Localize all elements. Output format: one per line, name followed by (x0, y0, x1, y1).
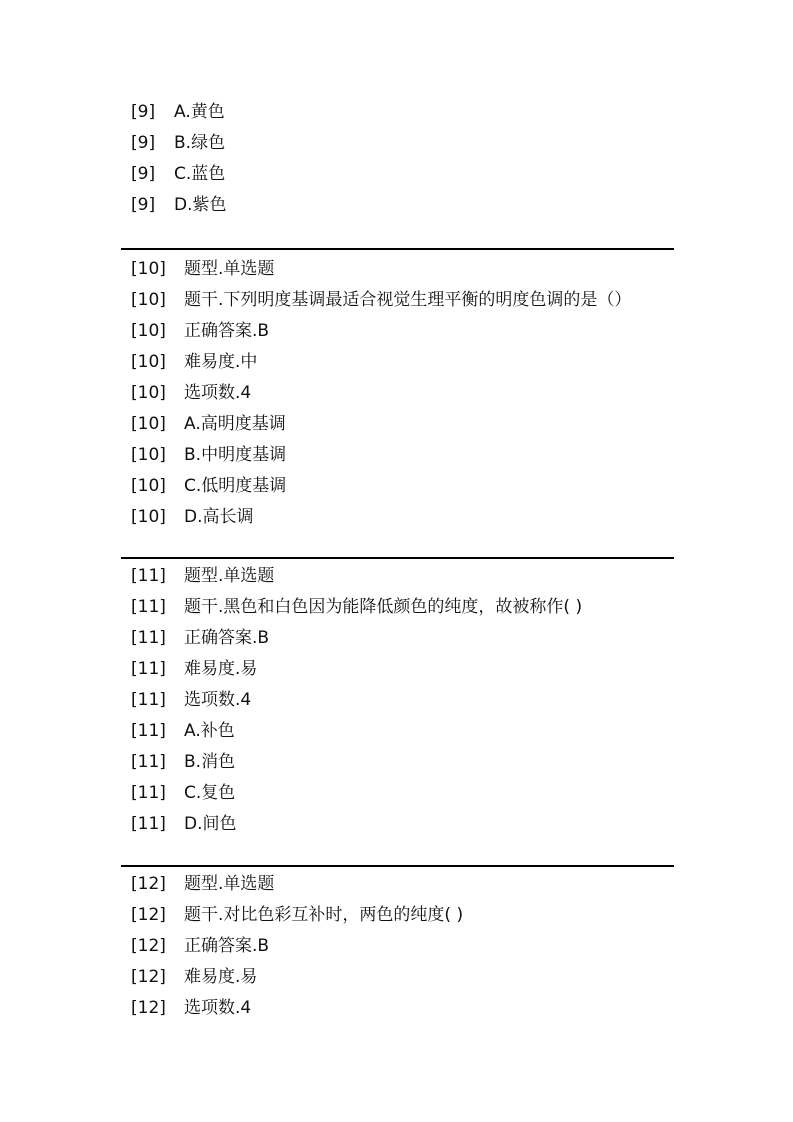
line-text: 正确答案.B (184, 936, 270, 956)
line-number: [10] (131, 383, 166, 403)
question-block-10 (121, 248, 674, 527)
line-text: A.黄色 (174, 102, 225, 122)
line-number: [9] (131, 164, 156, 184)
line-text: 难易度.易 (184, 967, 258, 987)
line-number: [10] (131, 414, 166, 434)
line-text: 难易度.中 (184, 352, 258, 372)
line-text: C.蓝色 (174, 164, 226, 184)
line-number: [10] (131, 352, 166, 372)
line-text: C.复色 (184, 783, 236, 803)
line-text: 选项数.4 (184, 690, 252, 710)
line-number: [10] (131, 321, 166, 341)
line-text: 题型.单选题 (184, 259, 275, 279)
line-number: [9] (131, 102, 156, 122)
line-text: 难易度.易 (184, 659, 258, 679)
line-number: [9] (131, 133, 156, 153)
line-text: A.高明度基调 (184, 414, 286, 434)
line-number: [10] (131, 445, 166, 465)
line-number: [10] (131, 476, 166, 496)
line-text: 正确答案.B (184, 628, 270, 648)
question-block-11 (121, 557, 674, 834)
line-text: B.中明度基调 (184, 445, 287, 465)
line-text: B.消色 (184, 752, 236, 772)
line-text: D.紫色 (174, 195, 227, 215)
line-number: [11] (131, 721, 166, 741)
line-text: 题干.黑色和白色因为能降低颜色的纯度，故被称作( ) (184, 597, 583, 617)
question-block-12 (121, 865, 674, 1018)
line-number: [12] (131, 998, 166, 1018)
line-text: C.低明度基调 (184, 476, 287, 496)
line-number: [11] (131, 690, 166, 710)
line-text: 题型.单选题 (184, 566, 275, 586)
line-text: D.间色 (184, 814, 237, 834)
line-number: [12] (131, 874, 166, 894)
line-number: [9] (131, 195, 156, 215)
line-text: 选项数.4 (184, 998, 252, 1018)
line-text: B.绿色 (174, 133, 226, 153)
line-number: [10] (131, 507, 166, 527)
line-number: [11] (131, 659, 166, 679)
line-number: [12] (131, 967, 166, 987)
line-number: [11] (131, 597, 166, 617)
line-number: [11] (131, 628, 166, 648)
line-number: [11] (131, 814, 166, 834)
line-number: [10] (131, 290, 166, 310)
line-text: D.高长调 (184, 507, 254, 527)
line-text: 正确答案.B (184, 321, 270, 341)
line-number: [10] (131, 259, 166, 279)
line-text: 选项数.4 (184, 383, 252, 403)
line-number: [11] (131, 783, 166, 803)
line-text: 题型.单选题 (184, 874, 275, 894)
line-number: [11] (131, 752, 166, 772)
line-number: [12] (131, 905, 166, 925)
line-number: [12] (131, 936, 166, 956)
line-number: [11] (131, 566, 166, 586)
line-text: 题干.下列明度基调最适合视觉生理平衡的明度色调的是（） (184, 290, 632, 310)
line-text: 题干.对比色彩互补时，两色的纯度( ) (184, 905, 464, 925)
line-text: A.补色 (184, 721, 235, 741)
